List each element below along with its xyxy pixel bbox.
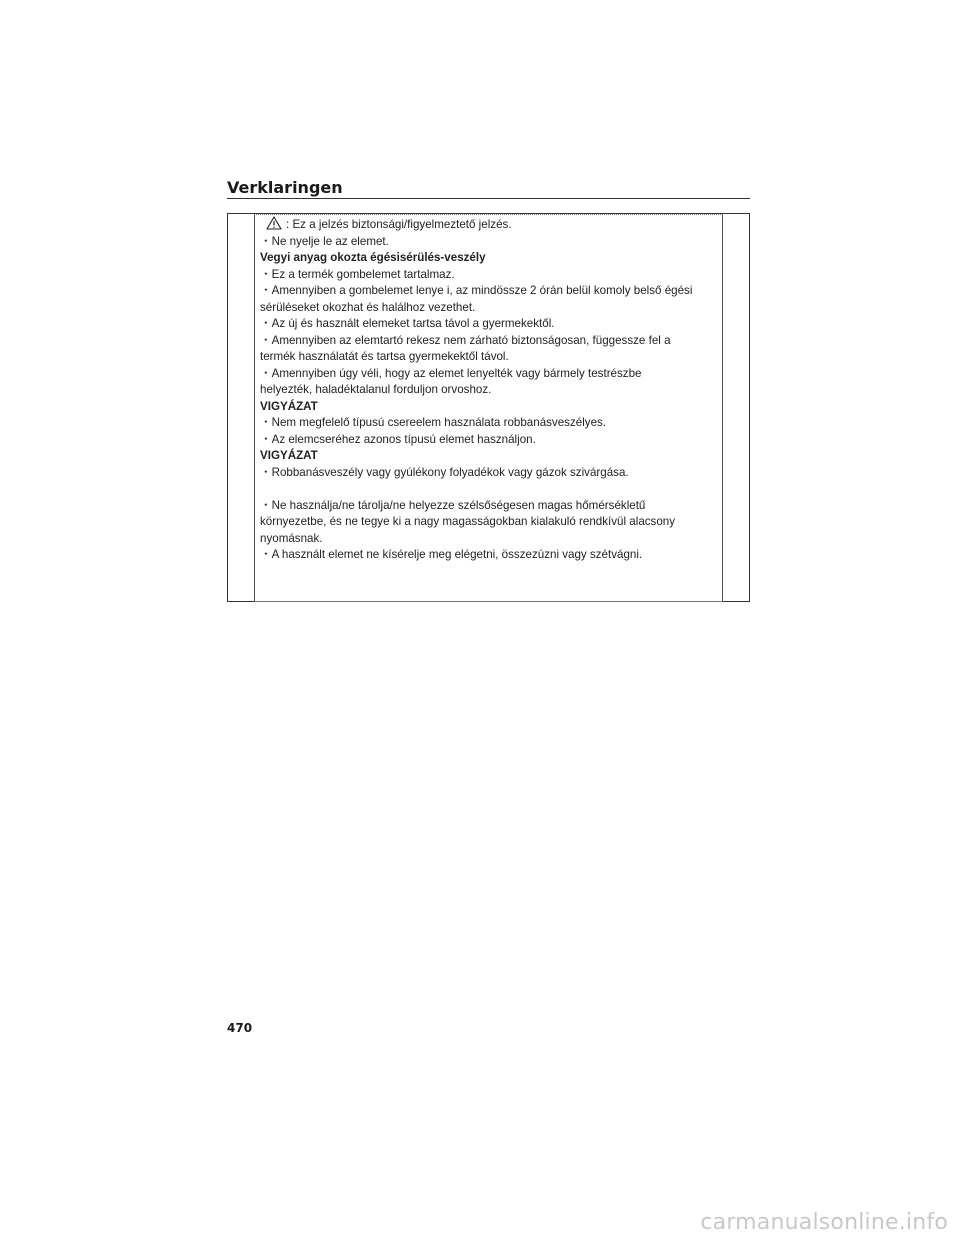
warning-triangle-icon [266,216,282,230]
notice-line: sérüléseket okozhat és halálhoz vezethet. [260,300,476,314]
watermark: carmanualsonline.info [700,1210,948,1235]
notice-line: ・Ez a termék gombelemet tartalmaz. [260,267,455,281]
notice-heading: VIGYÁZAT [260,399,318,413]
notice-line: ・Nem megfelelő típusú csereelem használata robbanásveszélyes. [260,416,607,429]
notice-spacer [260,481,716,498]
notice-line: ・Amennyiben úgy véli, hogy az elemet lenyelték vagy bármely testrészbe [260,366,642,380]
title-divider [227,198,750,199]
warning-line-text: : Ez a jelzés biztonsági/figyelmeztető jelzés. [286,218,512,231]
notice-heading: Vegyi anyag okozta égésisérülés-veszély [260,251,486,264]
notice-heading: VIGYÁZAT [260,449,318,462]
notice-lines [260,234,716,564]
notice-line: helyezték, haladéktalanul forduljon orvoshoz. [260,383,492,396]
notice-line: ・Ne nyelje le az elemet. [260,234,389,248]
notice-line: termék használatát és tartsa gyermekektől távol. [260,350,509,363]
notice-line: nyomásnak. [260,531,323,545]
notice-content [260,216,716,564]
notice-line: ・Ne használja/ne tárolja/ne helyezze szélsőségesen magas hőmérsékletű [260,498,646,512]
page-number: 470 [227,1021,253,1035]
notice-line: ・Az új és használt elemeket tartsa távol a gyermekektől. [260,317,555,330]
notice-line: környezetbe, és ne tegye ki a nagy magasságokban kialakuló rendkívül alacsony [260,515,676,528]
notice-line: ・Amennyiben a gombelemet lenye i, az mindössze 2 órán belül komoly belső égési [260,284,693,297]
notice-line: ・A használt elemet ne kísérelje meg elégetni, összezúzni vagy szétvágni. [260,548,643,561]
notice-line: ・Az elemcseréhez azonos típusú elemet használjon. [260,432,536,446]
notice-line: ・Robbanásveszély vagy gyúlékony folyadékok vagy gázok szivárgása. [260,465,629,479]
section-title: Verklaringen [227,178,343,197]
warning-line [260,216,716,234]
notice-line: ・Amennyiben az elemtartó rekesz nem zárható biztonságosan, függessze fel a [260,333,671,347]
